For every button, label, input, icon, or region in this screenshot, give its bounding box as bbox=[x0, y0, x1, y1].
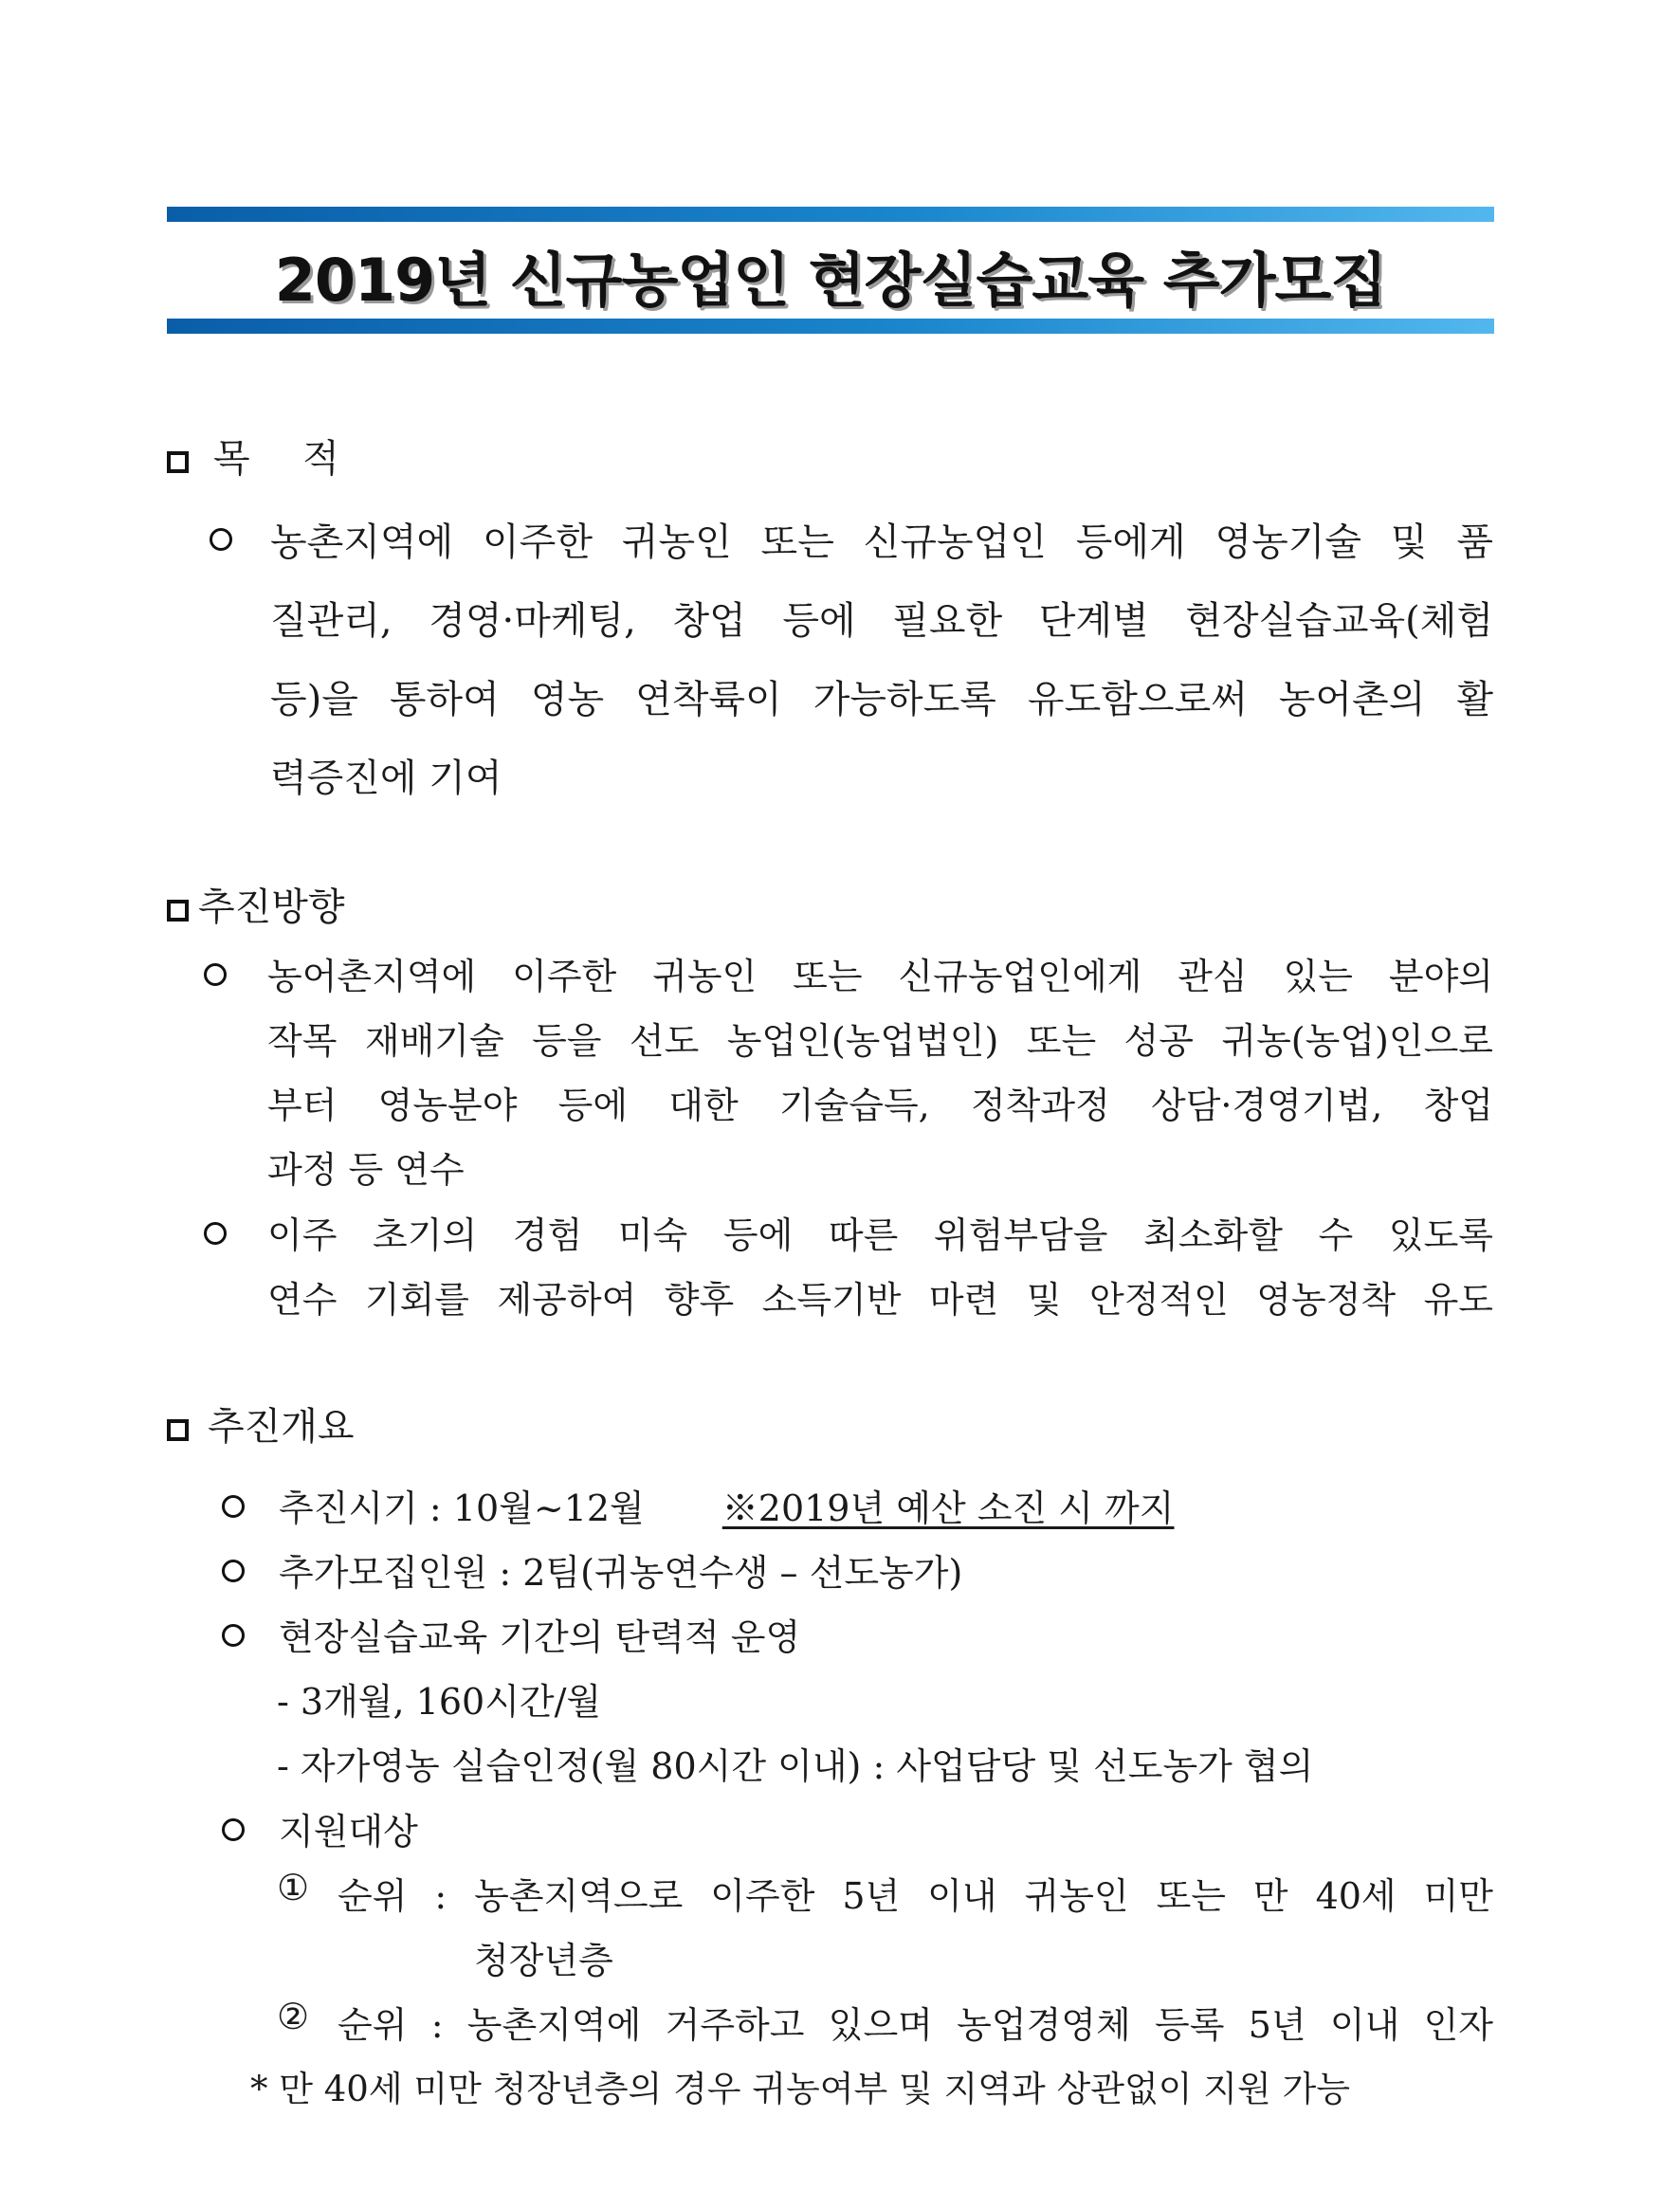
circle-bullet-icon bbox=[222, 1560, 245, 1582]
square-bullet-icon bbox=[167, 900, 189, 922]
purpose-line-2: 질관리, 경영·마케팅, 창업 등에 필요한 단계별 현장실습교육(체험 bbox=[270, 599, 1493, 643]
direction-item2-line-1: 이주 초기의 경험 미숙 등에 따른 위험부담을 최소화할 수 있도록 bbox=[267, 1214, 1493, 1256]
circle-bullet-icon bbox=[222, 1624, 245, 1647]
purpose-line-1: 농촌지역에 이주한 귀농인 또는 신규농업인 등에게 영농기술 및 품 bbox=[270, 520, 1493, 564]
direction-item1-line-4: 과정 등 연수 bbox=[267, 1149, 465, 1191]
period-note: ※2019년 예산 소진 시 까지 bbox=[721, 1487, 1175, 1529]
rank1-line-2: 청장년층 bbox=[474, 1940, 613, 1981]
target-heading: 지원대상 bbox=[279, 1811, 418, 1852]
section-overview-heading: 추진개요 bbox=[167, 1396, 355, 1451]
circle-bullet-icon bbox=[210, 528, 232, 551]
footnote: * 만 40세 미만 청장년층의 경우 귀농여부 및 지역과 상관없이 지원 가능 bbox=[250, 2069, 1350, 2109]
direction-item1-line-3: 부터 영농분야 등에 대한 기술습득, 정착과정 상담·경영기법, 창업 bbox=[267, 1085, 1493, 1126]
rank2-number: ② bbox=[277, 1996, 310, 2037]
period-label: 추진시기 : 10월~12월 bbox=[279, 1487, 645, 1529]
purpose-line-4: 력증진에 기여 bbox=[270, 757, 502, 800]
flex-operation-line: 현장실습교육 기간의 탄력적 운영 bbox=[279, 1616, 801, 1658]
section-direction-heading: 추진방향 bbox=[167, 877, 345, 931]
square-bullet-icon bbox=[167, 1419, 189, 1441]
purpose-line-3: 등)을 통하여 영농 연착륙이 가능하도록 유도함으로써 농어촌의 활 bbox=[270, 678, 1493, 721]
rank1-line-1: 순위 : 농촌지역으로 이주한 5년 이내 귀농인 또는 만 40세 미만 bbox=[338, 1875, 1493, 1917]
title-bottom-bar bbox=[167, 319, 1494, 334]
recruit-line: 추가모집인원 : 2팀(귀농연수생 – 선도농가) bbox=[279, 1552, 963, 1594]
circle-bullet-icon bbox=[204, 963, 227, 986]
circle-bullet-icon bbox=[222, 1495, 245, 1518]
square-bullet-icon bbox=[167, 451, 189, 473]
rank1-number: ① bbox=[277, 1867, 310, 1908]
direction-item1-line-2: 작목 재배기술 등을 선도 농업인(농업법인) 또는 성공 귀농(농업)인으로 bbox=[267, 1020, 1493, 1062]
section-purpose-heading: 목 적 bbox=[167, 429, 349, 483]
period-line bbox=[279, 1479, 1174, 1531]
direction-item1-line-1: 농어촌지역에 이주한 귀농인 또는 신규농업인에게 관심 있는 분야의 bbox=[267, 956, 1493, 997]
circle-bullet-icon bbox=[204, 1222, 227, 1245]
flex-sub-line-1: - 3개월, 160시간/월 bbox=[277, 1681, 602, 1723]
page-title: 2019년 신규농업인 현장실습교육 추가모집 bbox=[274, 246, 1387, 315]
title-top-bar bbox=[167, 207, 1494, 222]
flex-sub-line-2: - 자가영농 실습인정(월 80시간 이내) : 사업담당 및 선도농가 협의 bbox=[277, 1745, 1314, 1787]
direction-item2-line-2: 연수 기회를 제공하여 향후 소득기반 마련 및 안정적인 영농정착 유도 bbox=[267, 1279, 1493, 1321]
circle-bullet-icon bbox=[222, 1818, 245, 1841]
rank2-line: 순위 : 농촌지역에 거주하고 있으며 농업경영체 등록 5년 이내 인자 bbox=[338, 2004, 1493, 2046]
